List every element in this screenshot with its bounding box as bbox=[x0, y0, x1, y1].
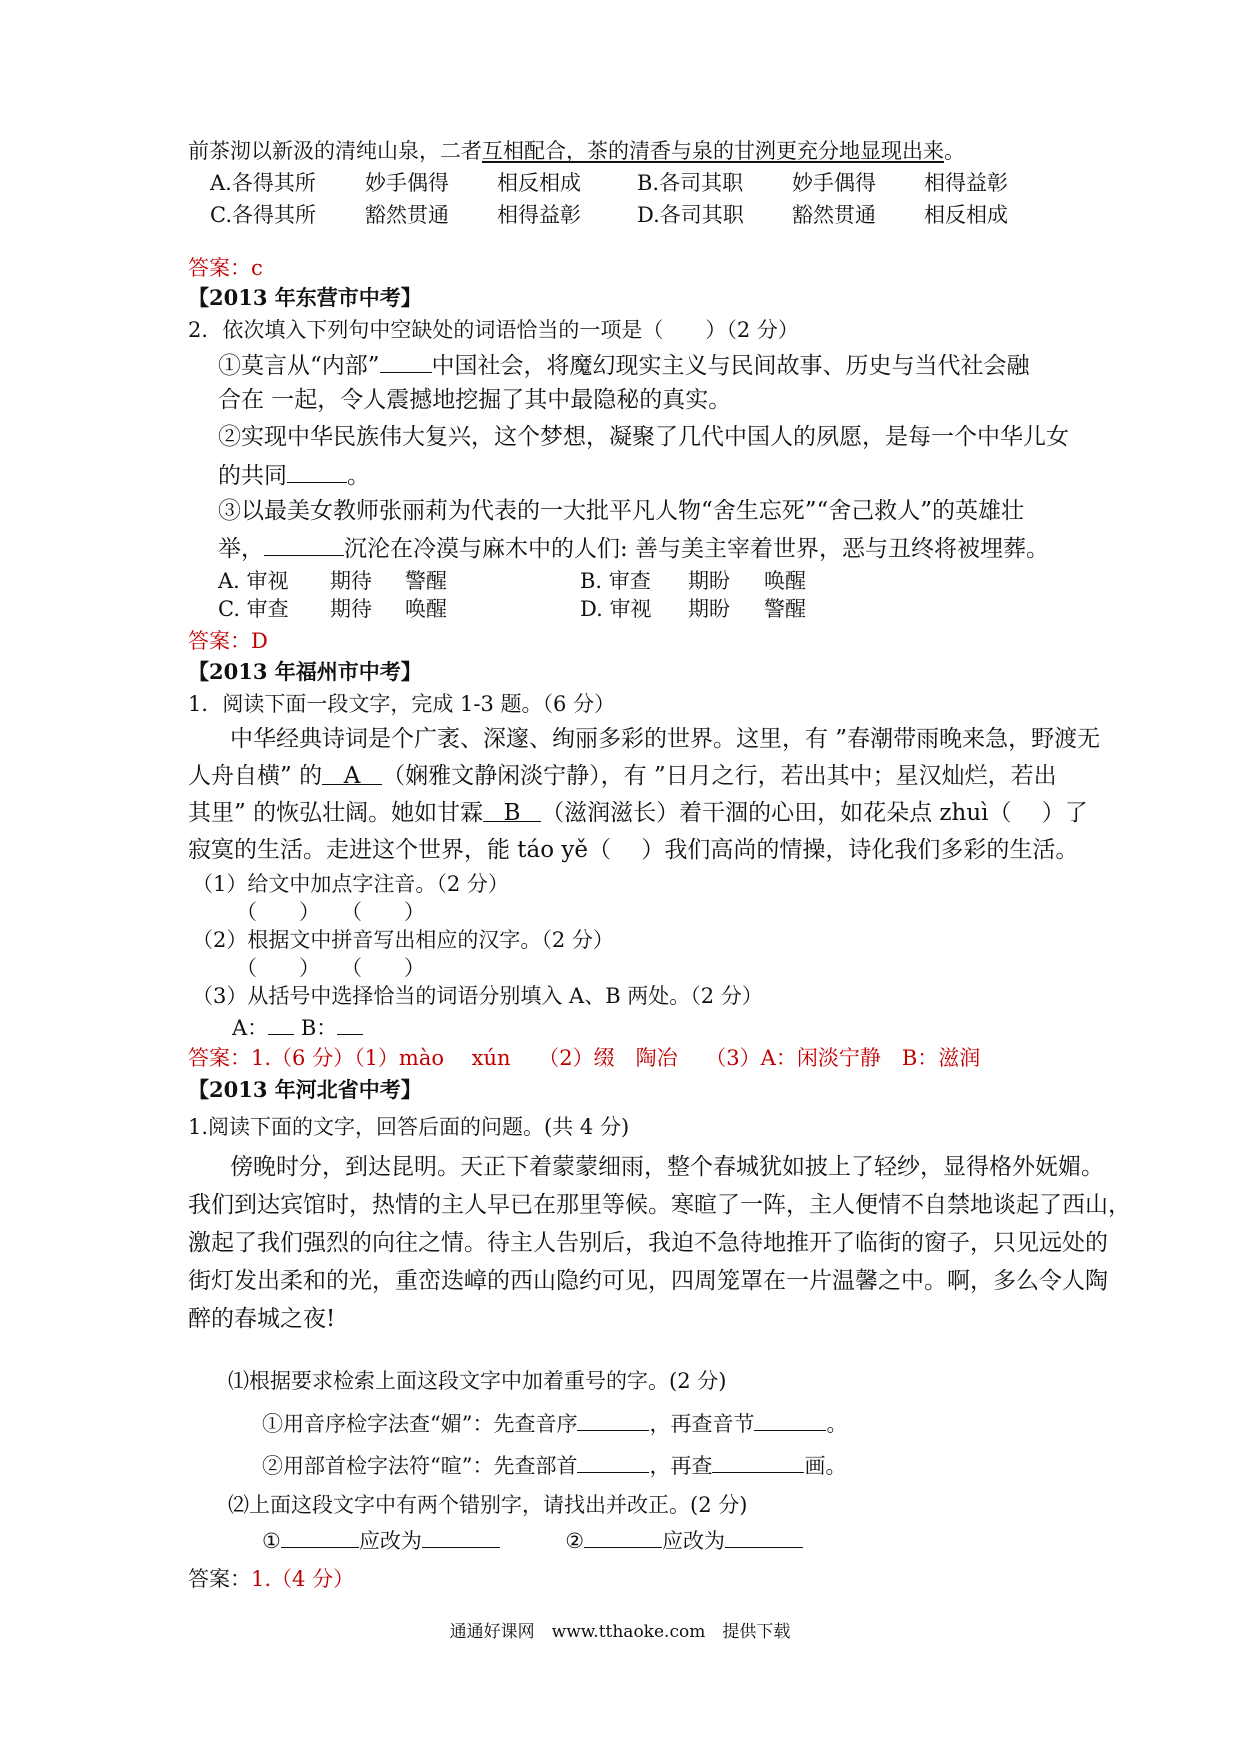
blank-6 bbox=[422, 1525, 500, 1548]
option-c: C. 审查 bbox=[218, 597, 289, 621]
tea-sentence-start: 前茶沏以新汲的清纯山泉，二者 bbox=[188, 139, 482, 163]
blank-3 bbox=[577, 1450, 649, 1473]
fuzhou-subquestion-3-blanks bbox=[232, 1012, 363, 1042]
option-d: D. 审视 bbox=[580, 597, 652, 621]
option-c: C.各得其所 bbox=[210, 203, 316, 227]
option-b-3: 相得益彰 bbox=[924, 171, 1008, 195]
option-c-2: 期待 bbox=[330, 597, 372, 621]
hebei-paragraph-line-3: 激起了我们强烈的向往之情。待主人告别后，我迫不急待地推开了临街的窗子，只见远处的 bbox=[188, 1230, 1108, 1256]
option-a-3: 警醒 bbox=[405, 569, 447, 593]
fuzhou-subquestion-1-blanks: （ ） （ ） bbox=[236, 900, 425, 924]
option-a: A. 审视 bbox=[218, 569, 289, 593]
blank-a-label: A： bbox=[232, 1016, 269, 1040]
fuzhou-paragraph-line-1: 中华经典诗词是个广袤、深邃、绚丽多彩的世界。这里，有 ”春潮带雨晚来急，野渡无 bbox=[230, 726, 1101, 752]
blank-1 bbox=[577, 1408, 649, 1431]
answer-label: 答案： bbox=[188, 1046, 251, 1070]
hebei-paragraph-line-4: 街灯发出柔和的光，重峦迭嶂的西山隐约可见，四周笼罩在一片温馨之中。啊，多么令人陶 bbox=[188, 1268, 1108, 1294]
option-c-3: 相得益彰 bbox=[497, 203, 581, 227]
sentence-2-part-b: 的共同 bbox=[218, 463, 287, 489]
fuzhou-subquestion-3: （3）从括号中选择恰当的词语分别填入 A、B 两处。（2 分） bbox=[192, 984, 763, 1008]
sub-1b-part-2: ，再查 bbox=[649, 1454, 713, 1478]
hebei-subquestion-2: ⑵上面这段文字中有两个错别字，请找出并改正。(2 分) bbox=[228, 1493, 748, 1517]
dongying-sentence-1 bbox=[218, 350, 1030, 380]
hebei-paragraph-line-1: 傍晚时分，到达昆明。天正下着蒙蒙细雨，整个春城犹如披上了轻纱，显得格外妩媚。 bbox=[230, 1154, 1104, 1180]
option-a: A.各得其所 bbox=[210, 171, 316, 195]
option-b-3: 唤醒 bbox=[764, 569, 806, 593]
blank-a-line bbox=[268, 1012, 294, 1035]
dongying-sentence-3-cont bbox=[218, 533, 1049, 563]
fuzhou-subquestion-2: （2）根据文中拼音写出相应的汉字。（2 分） bbox=[192, 928, 614, 952]
dongying-answer: 答案：D bbox=[188, 629, 268, 653]
answer-text: 1.（4 分） bbox=[251, 1567, 355, 1591]
option-d-3: 警醒 bbox=[764, 597, 806, 621]
blank-8 bbox=[725, 1525, 803, 1548]
hebei-paragraph-line-2: 我们到达宾馆时，热情的主人早已在那里等候。寒暄了一阵，主人便情不自禁地谈起了西山， bbox=[188, 1192, 1131, 1218]
blank-a: A bbox=[322, 762, 382, 785]
option-d: D.各司其职 bbox=[637, 203, 744, 227]
line-2-part-a: 人舟自横” 的 bbox=[188, 763, 323, 789]
fuzhou-paragraph-line-2 bbox=[188, 762, 1057, 790]
option-b: B.各司其职 bbox=[637, 171, 744, 195]
line-3-part-a: 其里” 的恢弘壮阔。她如甘霖 bbox=[188, 800, 484, 826]
section-heading-fuzhou: 【2013 年福州市中考】 bbox=[188, 659, 422, 684]
tea-sentence bbox=[188, 137, 965, 165]
blank-3 bbox=[264, 533, 344, 556]
dongying-sentence-2: ②实现中华民族伟大复兴，这个梦想，凝聚了几代中国人的夙愿，是每一个中华儿女 bbox=[218, 424, 1069, 450]
section-heading-hebei: 【2013 年河北省中考】 bbox=[188, 1077, 422, 1102]
blank-pair-2-label: ② bbox=[565, 1529, 585, 1553]
hebei-answer bbox=[188, 1565, 354, 1593]
sentence-1-part-b: 中国社会，将魔幻现实主义与民间故事、历史与当代社会融 bbox=[431, 353, 1030, 379]
option-d-3: 相反相成 bbox=[924, 203, 1008, 227]
blank-1 bbox=[380, 350, 432, 373]
blank-2 bbox=[754, 1408, 826, 1431]
sentence-3-part-b: 举， bbox=[218, 536, 264, 562]
blank-pair-2-text: 应改为 bbox=[662, 1529, 726, 1553]
fuzhou-subquestion-2-blanks: （ ） （ ） bbox=[236, 956, 425, 980]
fuzhou-paragraph-line-4: 寂寞的生活。走进这个世界，能 táo yě（ ）我们高尚的情操，诗化我们多彩的生活。 bbox=[188, 837, 1079, 863]
line-3-part-b: （滋润滋长）着干涸的心田，如花朵点 zhuì（ ）了 bbox=[541, 800, 1088, 826]
dongying-sentence-2-cont bbox=[218, 460, 370, 490]
section-heading-dongying: 【2013 年东营市中考】 bbox=[188, 285, 422, 310]
blank-pair-1-label: ① bbox=[262, 1529, 281, 1553]
sub-1b-part-1: ②用部首检字法符“暄”：先查部首 bbox=[262, 1454, 578, 1478]
blank-pair-1-text: 应改为 bbox=[358, 1529, 422, 1553]
blank-b-label: B： bbox=[300, 1016, 338, 1040]
blank-5 bbox=[281, 1525, 359, 1548]
sub-1b-part-3: 画。 bbox=[804, 1454, 847, 1478]
hebei-subquestion-1b bbox=[262, 1450, 846, 1480]
option-a-2: 期待 bbox=[330, 569, 372, 593]
option-c-2: 豁然贯通 bbox=[365, 203, 449, 227]
hebei-subquestion-2-blanks bbox=[262, 1525, 803, 1555]
option-a-2: 妙手偶得 bbox=[365, 171, 449, 195]
sub-1a-part-2: ，再查音节 bbox=[649, 1412, 755, 1436]
option-d-2: 豁然贯通 bbox=[792, 203, 876, 227]
dongying-sentence-1-cont: 合在 一起，令人震撼地挖掘了其中最隐秘的真实。 bbox=[218, 387, 732, 413]
option-a-3: 相反相成 bbox=[497, 171, 581, 195]
sub-1a-part-3: 。 bbox=[826, 1412, 848, 1436]
option-c-3: 唤醒 bbox=[405, 597, 447, 621]
blank-2 bbox=[287, 460, 347, 483]
fuzhou-question: 1．阅读下面一段文字，完成 1-3 题。（6 分） bbox=[188, 692, 616, 716]
fuzhou-subquestion-1: （1）给文中加点字注音。（2 分） bbox=[192, 872, 509, 896]
dongying-question: 2．依次填入下列句中空缺处的词语恰当的一项是（ ）（2 分） bbox=[188, 318, 799, 342]
hebei-paragraph-line-5: 醉的春城之夜! bbox=[188, 1306, 336, 1332]
page-footer: 通通好课网 www.tthaoke.com 提供下载 bbox=[449, 1622, 791, 1642]
sentence-1-part-a: ①莫言从“内部” bbox=[218, 353, 380, 379]
hebei-question: 1.阅读下面的文字，回答后面的问题。(共 4 分) bbox=[188, 1115, 630, 1139]
option-b-2: 妙手偶得 bbox=[792, 171, 876, 195]
sentence-3-part-c: 沉沦在冷漠与麻木中的人们: 善与美主宰着世界，恶与丑终将被埋葬。 bbox=[344, 536, 1050, 562]
option-b-2: 期盼 bbox=[688, 569, 730, 593]
answer-label: 答案： bbox=[188, 1567, 251, 1591]
tea-sentence-end: 。 bbox=[944, 139, 965, 163]
sentence-2-part-c: 。 bbox=[347, 463, 370, 489]
blank-4 bbox=[712, 1450, 804, 1473]
sub-1a-part-1: ①用音序检字法查“媚”：先查音序 bbox=[262, 1412, 578, 1436]
blank-b: B bbox=[483, 799, 541, 822]
line-2-part-b: （娴雅文静闲淡宁静），有 ”日月之行，若出其中；星汉灿烂，若出 bbox=[382, 763, 1057, 789]
dongying-sentence-3: ③以最美女教师张丽莉为代表的一大批平凡人物“舍生忘死”“舍己救人”的英雄壮 bbox=[218, 498, 1025, 524]
tea-answer: 答案：c bbox=[188, 256, 263, 280]
fuzhou-paragraph-line-3 bbox=[188, 799, 1088, 827]
hebei-subquestion-1a bbox=[262, 1408, 847, 1438]
option-d-2: 期盼 bbox=[688, 597, 730, 621]
tea-sentence-underlined: 互相配合，茶的清香与泉的甘洌更充分地显现出来 bbox=[482, 139, 944, 163]
blank-7 bbox=[584, 1525, 662, 1548]
fuzhou-answer bbox=[188, 1044, 980, 1072]
blank-b-line bbox=[337, 1012, 363, 1035]
option-b: B. 审查 bbox=[580, 569, 651, 593]
answer-text: 1.（6 分）（1）mào xún （2）缀 陶冶 （3）A：闲淡宁静 B：滋润 bbox=[251, 1046, 981, 1070]
hebei-subquestion-1: ⑴根据要求检索上面这段文字中加着重号的字。(2 分) bbox=[228, 1369, 727, 1393]
